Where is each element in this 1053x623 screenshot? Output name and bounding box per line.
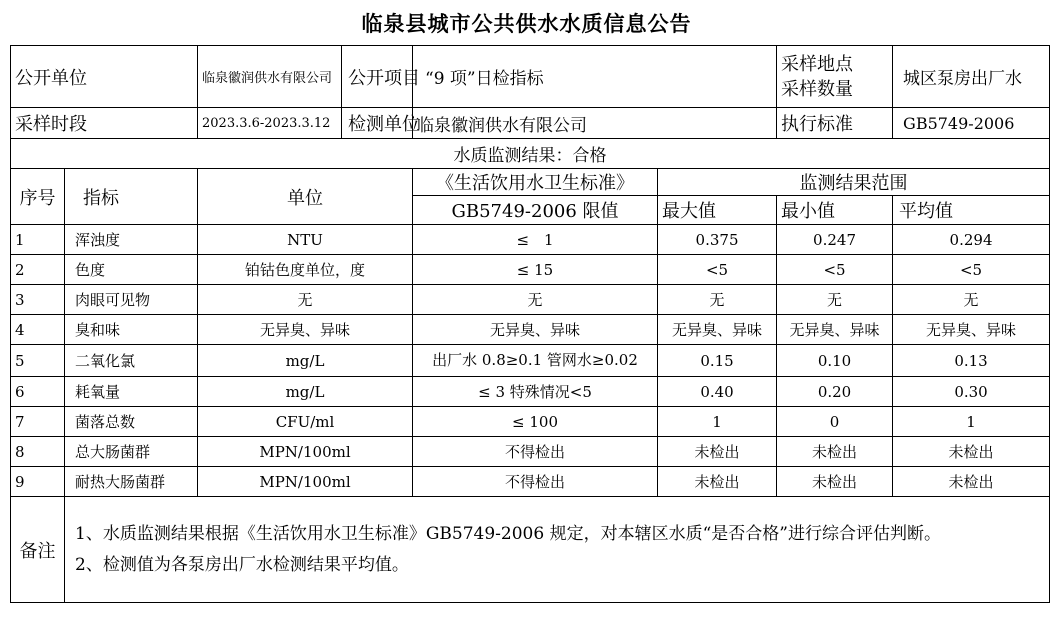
row-max: 未检出 [658,437,777,467]
row-indicator: 二氧化氯 [65,345,198,377]
publish-item-label [342,46,421,108]
test-unit-label-text: 检测单位 [348,114,421,135]
row-max: 1 [658,407,777,437]
standard-label-text: 执行标准 [781,114,854,135]
table-row [11,315,1050,345]
row-max: 无 [658,285,777,315]
info-row-2 [11,108,1050,139]
row-limit: 不得检出 [413,437,658,467]
sample-time-label [11,108,198,139]
row-max: 无异臭、异味 [658,315,777,345]
notice-sheet [10,45,1049,619]
sample-time-value [198,108,342,139]
row-unit: NTU [198,225,413,255]
row-min: 无 [777,285,893,315]
row-indicator: 总大肠菌群 [65,437,198,467]
notes-line-2: 2、检测值为各泵房出厂水检测结果平均值。 [75,554,409,575]
row-limit: 无 [413,285,658,315]
notes-line-1: 1、水质监测结果根据《生活饮用水卫生标准》GB5749-2006 规定，对本辖区水质“是否合格”进行综合评估判断。 [75,523,941,544]
row-max: 0.40 [658,377,777,407]
publish-item-label-text: 公开项目 [348,67,421,89]
row-indicator: 色度 [65,255,198,285]
row-indicator: 肉眼可见物 [65,285,198,315]
row-min: <5 [777,255,893,285]
row-avg: 未检出 [893,467,1050,497]
row-limit: ≤ 100 [413,407,658,437]
col-min-header: 最小值 [777,196,893,225]
row-unit: CFU/ml [198,407,413,437]
col-indicator-header: 指标 [65,169,198,225]
row-indicator: 菌落总数 [65,407,198,437]
publish-unit-label-text: 公开单位 [15,67,87,89]
row-max: 0.15 [658,345,777,377]
sample-site-label-line1: 采样地点 [781,53,854,75]
row-unit: 无 [198,285,413,315]
sample-site-label-line2: 采样数量 [781,78,854,100]
table-row [11,377,1050,407]
row-unit: MPN/100ml [198,437,413,467]
publish-item-value-text: “9 项”日检指标 [425,69,544,89]
row-indicator: 臭和味 [65,315,198,345]
row-index: 9 [11,467,65,497]
row-avg: 无异臭、异味 [893,315,1050,345]
row-index: 2 [11,255,65,285]
table-row [11,407,1050,437]
row-min: 未检出 [777,437,893,467]
result-row [11,139,1050,169]
row-max: 0.375 [658,225,777,255]
publish-unit-label [11,46,198,108]
notice-table [10,45,1050,603]
row-unit: mg/L [198,345,413,377]
standard-label [777,108,893,139]
row-min: 0.10 [777,345,893,377]
header-row-1 [11,169,1050,196]
row-index: 5 [11,345,65,377]
row-indicator: 耗氧量 [65,377,198,407]
sample-time-value-text: 2023.3.6-2023.3.12 [202,115,331,131]
standard-value [893,108,1050,139]
row-avg: 无 [893,285,1050,315]
table-row [11,437,1050,467]
publish-item-value [413,46,777,108]
col-unit-header: 单位 [198,169,413,225]
row-avg: 1 [893,407,1050,437]
row-avg: 0.30 [893,377,1050,407]
row-limit: 不得检出 [413,467,658,497]
col-avg-header: 平均值 [893,196,1050,225]
row-avg: 0.13 [893,345,1050,377]
row-max: <5 [658,255,777,285]
table-row [11,285,1050,315]
row-avg: 0.294 [893,225,1050,255]
col-max-header: 最大值 [658,196,777,225]
row-unit: mg/L [198,377,413,407]
row-index: 1 [11,225,65,255]
row-index: 7 [11,407,65,437]
row-limit: ≤ 3 特殊情况<5 [413,377,658,407]
standard-value-text: GB5749-2006 [903,113,1015,133]
page-title: 临泉县城市公共供水水质信息公告 [361,12,692,36]
row-min: 未检出 [777,467,893,497]
row-limit: 出厂水 0.8≥0.1 管网水≥0.02 [413,345,658,377]
col-range-header: 监测结果范围 [658,169,1050,196]
row-max: 未检出 [658,467,777,497]
table-row [11,225,1050,255]
table-row [11,467,1050,497]
row-indicator: 耐热大肠菌群 [65,467,198,497]
row-index: 6 [11,377,65,407]
row-index: 8 [11,437,65,467]
test-unit-label [342,108,421,139]
row-unit: MPN/100ml [198,467,413,497]
test-unit-value [413,108,777,139]
col-limit-header-line2: GB5749-2006 限值 [413,196,658,225]
row-avg: 未检出 [893,437,1050,467]
row-min: 0 [777,407,893,437]
row-unit: 无异臭、异味 [198,315,413,345]
sample-site-label [777,46,893,108]
row-index: 3 [11,285,65,315]
table-row [11,255,1050,285]
col-limit-header-line1: 《生活饮用水卫生标准》 [413,169,658,196]
info-row-1 [11,46,1050,108]
sample-site-value [893,46,1050,108]
row-limit: ≤ 1 [413,225,658,255]
col-index-header: 序号 [11,169,65,225]
row-min: 无异臭、异味 [777,315,893,345]
publish-unit-value [198,46,342,108]
row-index: 4 [11,315,65,345]
notes-row [11,497,1050,603]
row-limit: ≤ 15 [413,255,658,285]
row-indicator: 浑浊度 [65,225,198,255]
sample-time-label-text: 采样时段 [15,114,87,135]
row-unit: 铂钴色度单位，度 [198,255,413,285]
row-min: 0.20 [777,377,893,407]
table-row [11,345,1050,377]
row-limit: 无异臭、异味 [413,315,658,345]
result-line: 水质监测结果：合格 [11,139,1050,169]
sample-site-value-text: 城区泵房出厂水 [903,69,1023,89]
publish-unit-value-text: 临泉徽润供水有限公司 [202,71,333,86]
row-min: 0.247 [777,225,893,255]
notes-label: 备注 [11,497,65,603]
row-avg: <5 [893,255,1050,285]
test-unit-value-text: 临泉徽润供水有限公司 [417,115,588,136]
notes-body [65,497,1050,603]
